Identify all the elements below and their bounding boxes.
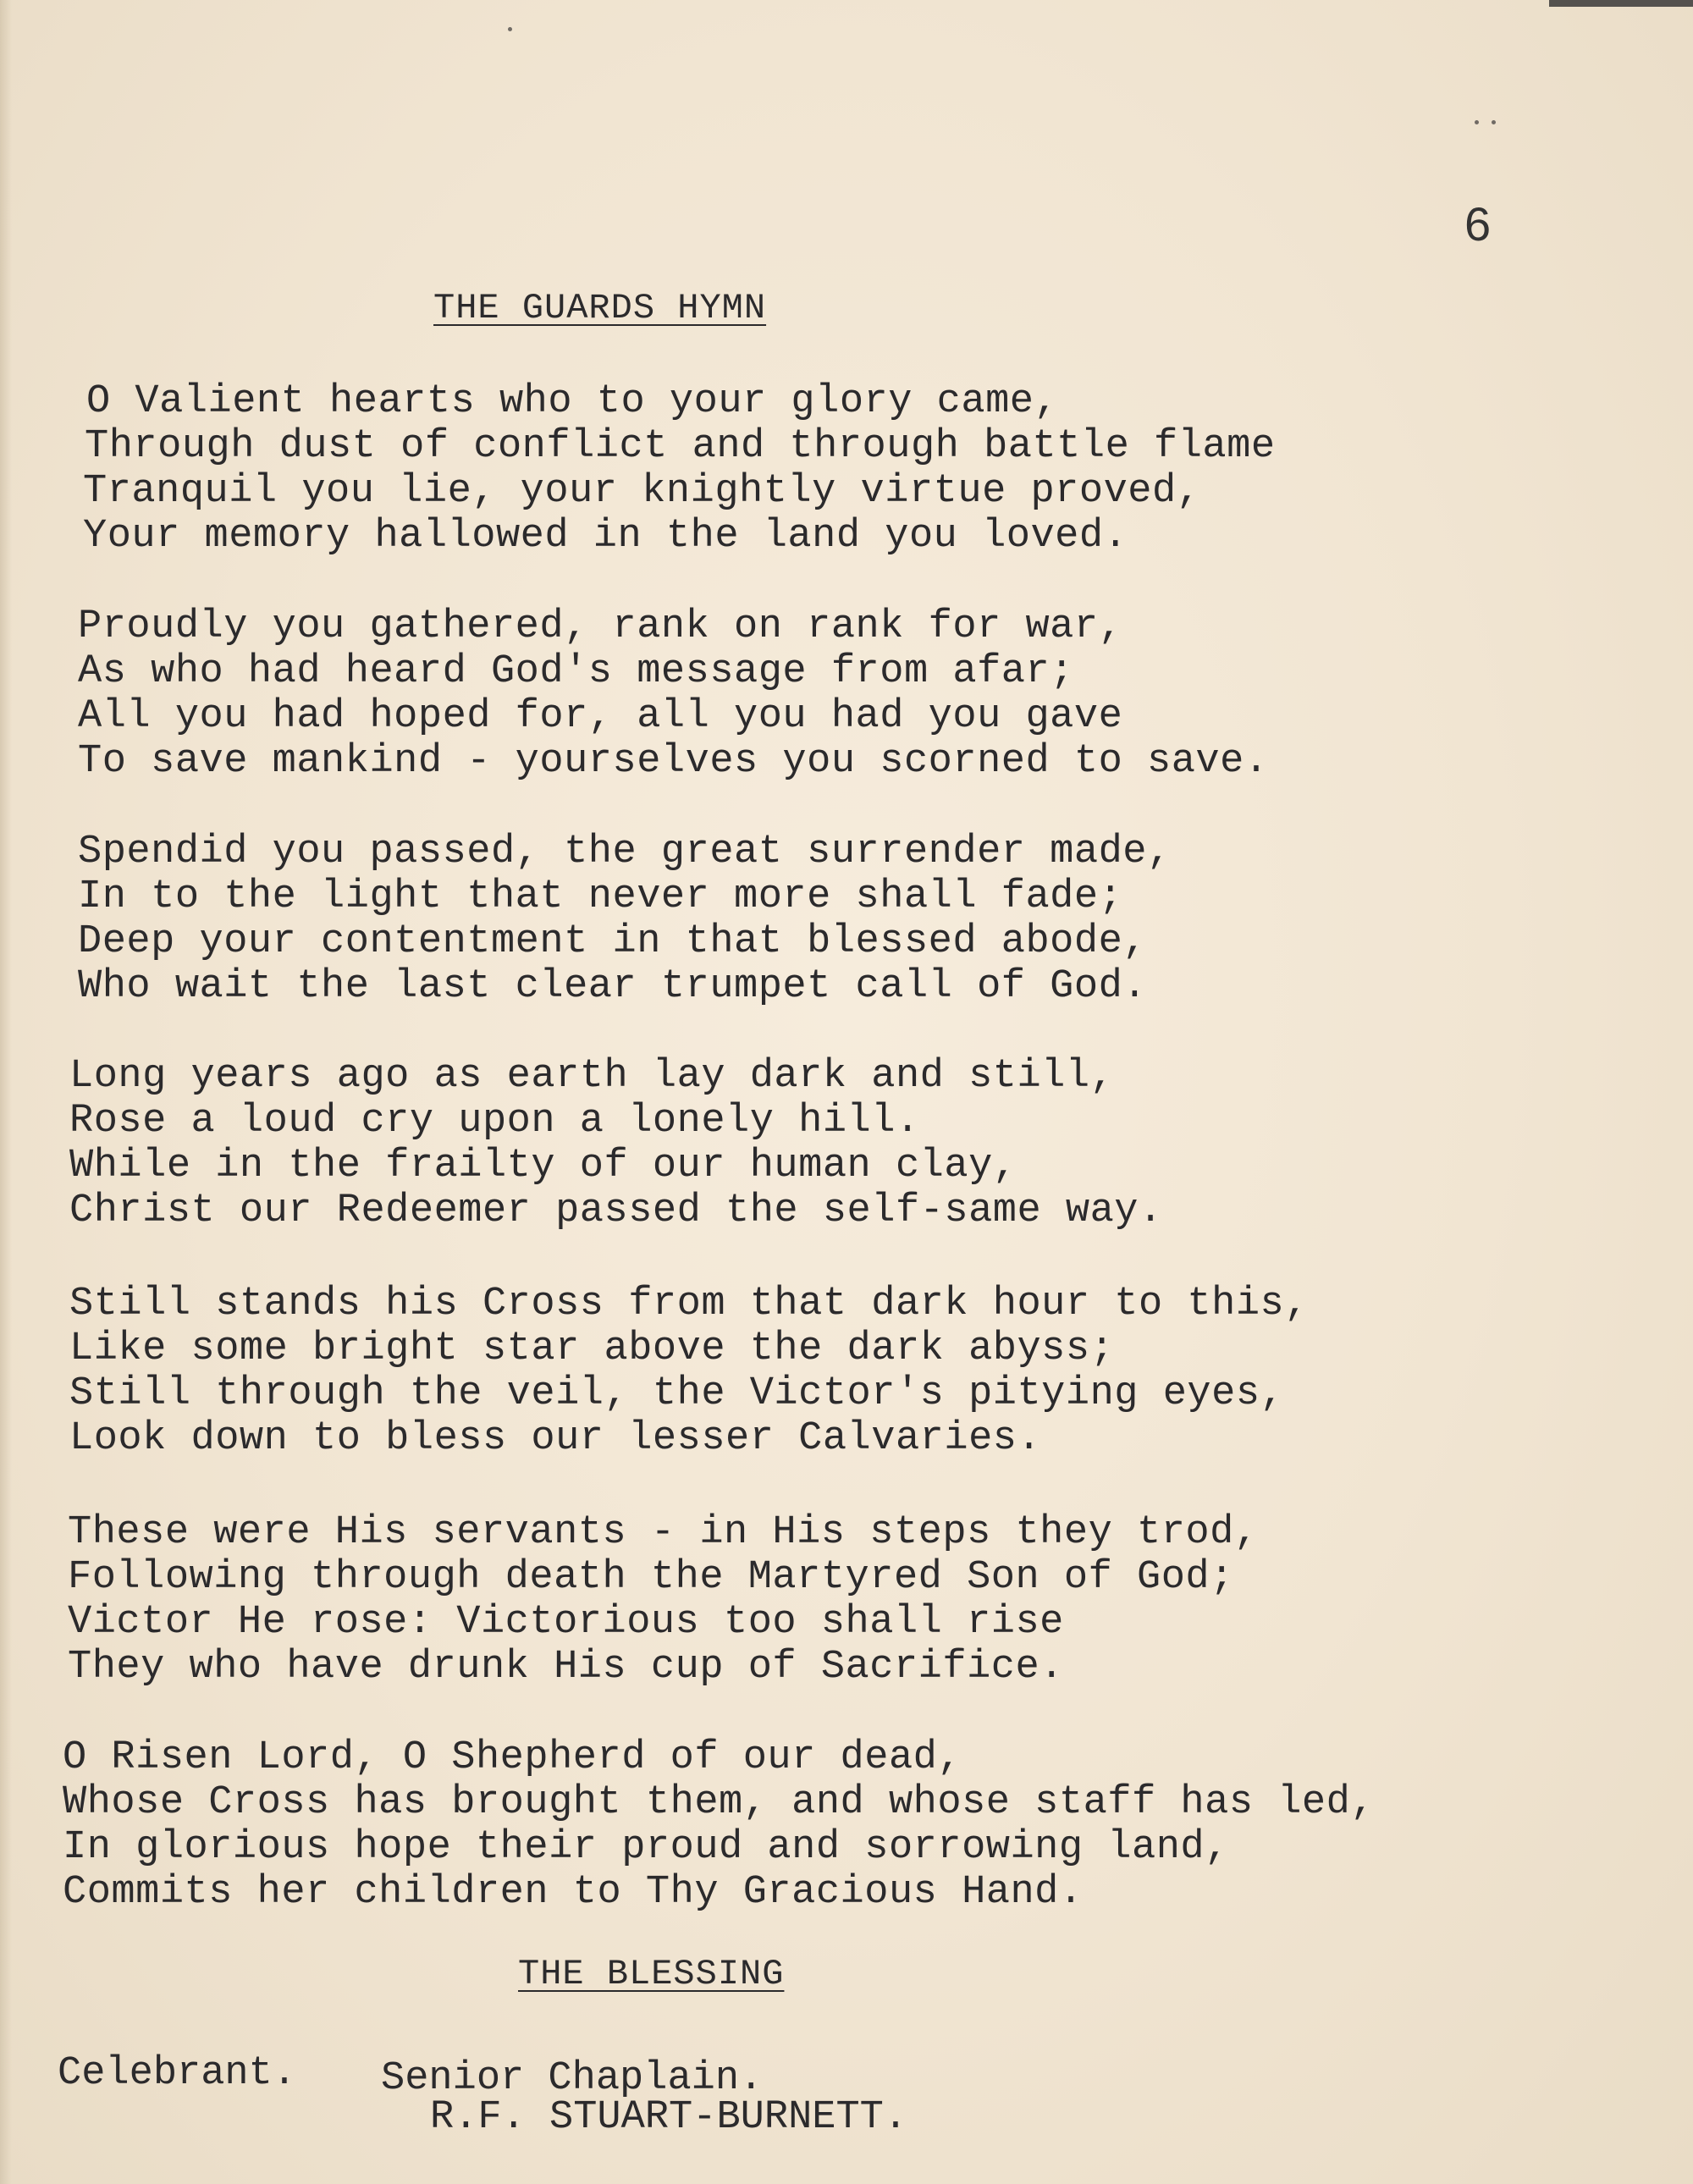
page-edge-shadow bbox=[0, 0, 12, 2184]
stanza-line: Long years ago as earth lay dark and still, bbox=[69, 1054, 1115, 1099]
stanza-1 bbox=[83, 379, 1657, 559]
stanza-line: Who wait the last clear trumpet call of God. bbox=[78, 964, 1148, 1009]
hymn-title: THE GUARDS HYMN bbox=[433, 288, 767, 328]
blessing-title: THE BLESSING bbox=[518, 1954, 785, 1994]
ink-speck bbox=[508, 27, 512, 31]
stanza-6 bbox=[68, 1510, 1642, 1690]
stanza-line: They who have drunk His cup of Sacrifice. bbox=[68, 1645, 1064, 1690]
stanza-line: In glorious hope their proud and sorrowing land, bbox=[63, 1825, 1229, 1870]
ink-speck bbox=[1475, 120, 1479, 124]
celebrant-name: R.F. STUART-BURNETT. bbox=[430, 2095, 908, 2140]
stanza-line: Your memory hallowed in the land you loved. bbox=[83, 514, 1128, 559]
top-edge-mark bbox=[1549, 0, 1693, 7]
stanza-line: Still stands his Cross from that dark hour to this, bbox=[69, 1282, 1309, 1326]
stanza-line: These were His servants - in His steps they trod, bbox=[68, 1510, 1259, 1555]
stanza-3 bbox=[78, 830, 1652, 1009]
stanza-7 bbox=[63, 1735, 1637, 1915]
celebrant-role: Senior Chaplain. bbox=[381, 2056, 764, 2101]
stanza-line: In to the light that never more shall fade; bbox=[78, 874, 1123, 919]
stanza-line: Through dust of conflict and through battle flame bbox=[85, 424, 1276, 469]
stanza-line: While in the frailty of our human clay, bbox=[69, 1144, 1017, 1189]
stanza-line: Like some bright star above the dark abyss; bbox=[69, 1326, 1115, 1371]
stanza-line: Look down to bless our lesser Calvaries. bbox=[69, 1416, 1042, 1461]
stanza-line: As who had heard God's message from afar; bbox=[78, 649, 1074, 694]
stanza-line: Following through death the Martyred Son of God; bbox=[68, 1555, 1234, 1600]
ink-speck bbox=[1492, 120, 1496, 124]
stanza-line: Tranquil you lie, your knightly virtue proved, bbox=[83, 469, 1201, 514]
stanza-line: All you had hoped for, all you had you gave bbox=[78, 694, 1123, 739]
stanza-line: O Valient hearts who to your glory came, bbox=[86, 379, 1059, 424]
stanza-5 bbox=[69, 1282, 1644, 1461]
stanza-line: Victor He rose: Victorious too shall rise bbox=[68, 1600, 1064, 1645]
stanza-line: Deep your contentment in that blessed abode, bbox=[78, 919, 1148, 964]
stanza-line: Rose a loud cry upon a lonely hill. bbox=[69, 1099, 920, 1144]
stanza-line: Spendid you passed, the great surrender made, bbox=[78, 830, 1172, 874]
stanza-line: To save mankind - yourselves you scorned to save. bbox=[78, 739, 1269, 784]
stanza-line: O Risen Lord, O Shepherd of our dead, bbox=[63, 1735, 962, 1780]
stanza-line: Commits her children to Thy Gracious Hand. bbox=[63, 1870, 1084, 1915]
stanza-2 bbox=[78, 604, 1652, 784]
stanza-line: Still through the veil, the Victor's pitying eyes, bbox=[69, 1371, 1285, 1416]
stanza-line: Proudly you gathered, rank on rank for war, bbox=[78, 604, 1123, 649]
stanza-line: Whose Cross has brought them, and whose staff has led, bbox=[63, 1780, 1376, 1825]
stanza-4 bbox=[69, 1054, 1644, 1233]
celebrant-label: Celebrant. bbox=[58, 2051, 297, 2096]
stanza-line: Christ our Redeemer passed the self-same way. bbox=[69, 1189, 1163, 1233]
page-number: 6 bbox=[1464, 197, 1492, 251]
